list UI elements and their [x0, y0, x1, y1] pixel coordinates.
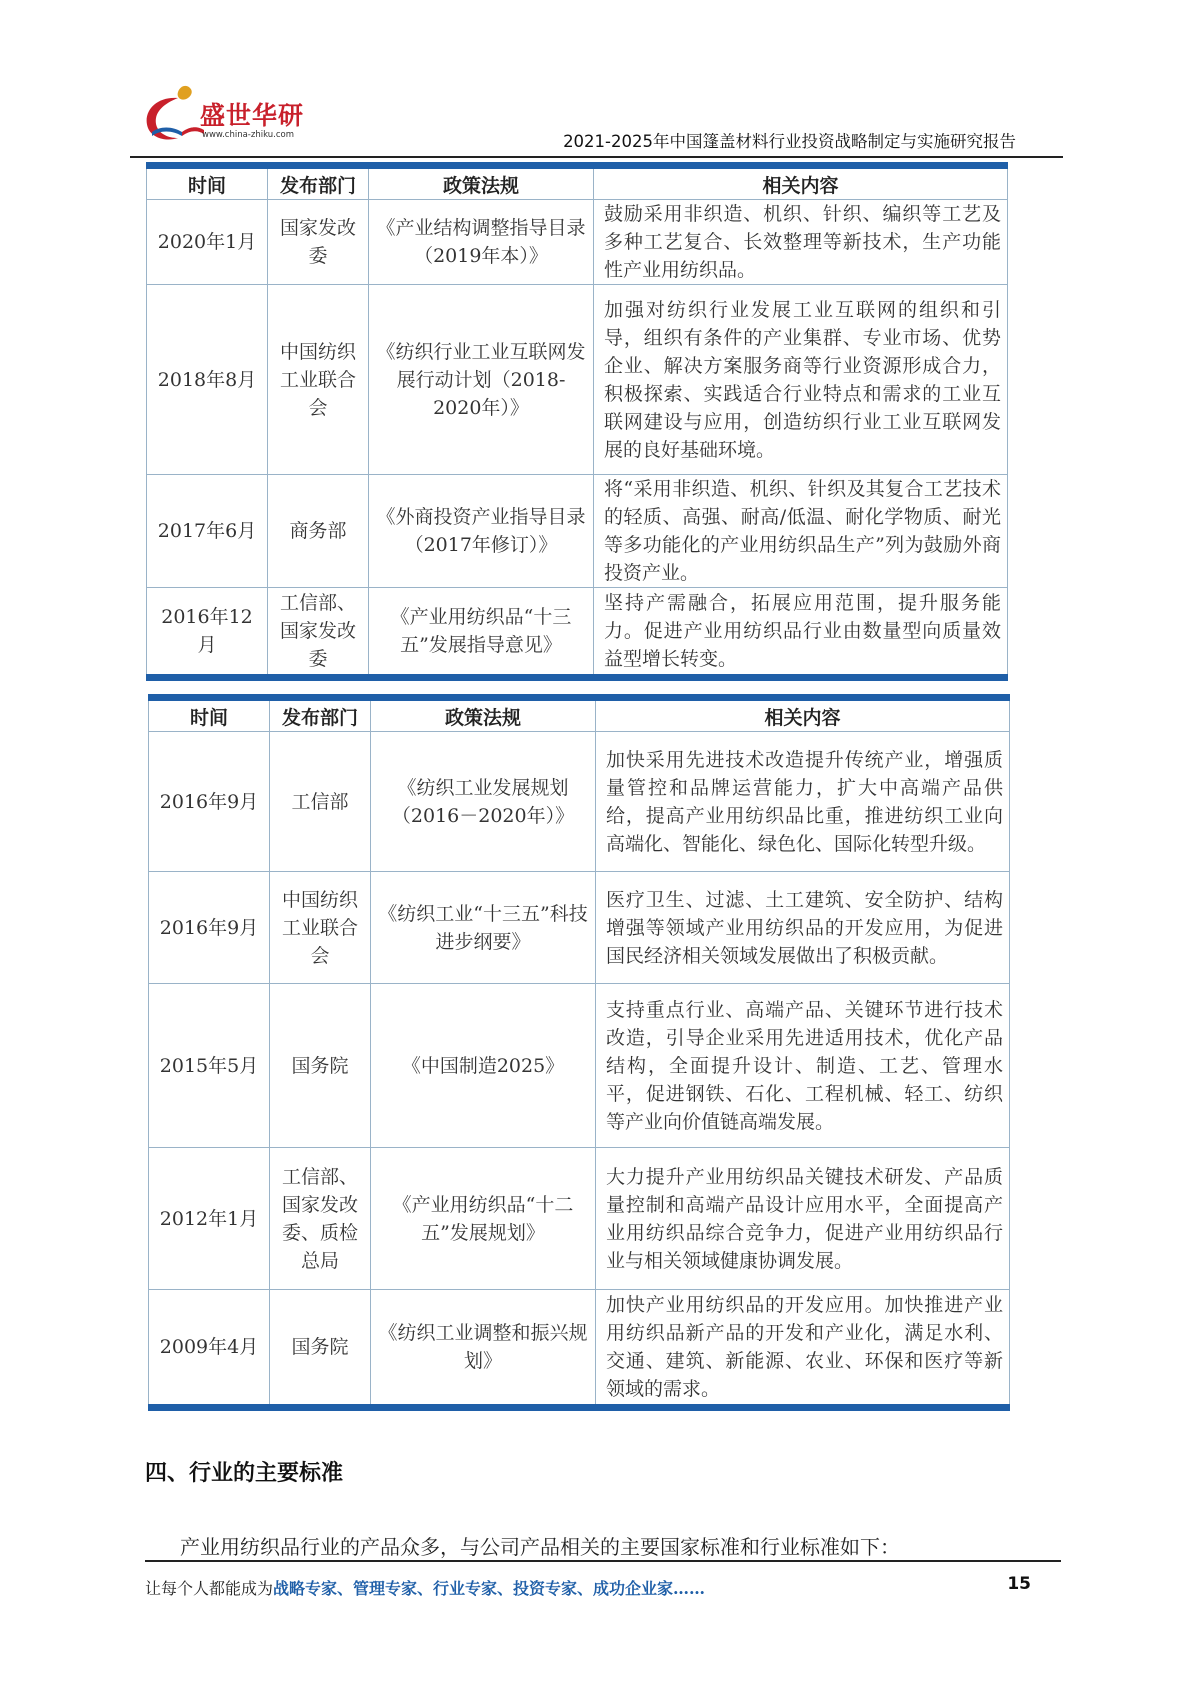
row-time: 2012年1月 — [149, 1148, 270, 1290]
row-content: 大力提升产业用纺织品关键技术研发、产品质量控制和高端产品设计应用水平，全面提高产业用纺织品综合竞争力，促进产业用纺织品行业与相关领域健康协调发展。 — [596, 1148, 1010, 1290]
row-time: 2015年5月 — [149, 984, 270, 1148]
row-time: 2017年6月 — [147, 475, 268, 588]
row-dept: 工信部、国家发改委、质检总局 — [270, 1148, 371, 1290]
row-time: 2016年9月 — [149, 732, 270, 872]
row-content: 加快产业用纺织品的开发应用。加快推进产业用纺织品新产品的开发和产业化，满足水利、交通、建筑、新能源、农业、环保和医疗等新领域的需求。 — [596, 1290, 1010, 1408]
row-policy: 《产业用纺织品“十二五”发展规划》 — [371, 1148, 596, 1290]
footer-slogan — [145, 1576, 705, 1599]
row-policy: 《中国制造2025》 — [371, 984, 596, 1148]
row-content: 医疗卫生、过滤、土工建筑、安全防护、结构增强等领域产业用纺织品的开发应用，为促进国民经济相关领域发展做出了积极贡献。 — [596, 872, 1010, 984]
header-divider — [130, 156, 1063, 158]
row-content: 加快采用先进技术改造提升传统产业，增强质量管控和品牌运营能力，扩大中高端产品供给，提高产业用纺织品比重，推进纺织工业向高端化、智能化、绿色化、国际化转型升级。 — [596, 732, 1010, 872]
table-row — [147, 200, 1008, 285]
row-policy: 《产业结构调整指导目录（2019年本）》 — [369, 200, 594, 285]
page-number: 15 — [1007, 1574, 1031, 1594]
table-row — [149, 1148, 1010, 1290]
logo-name: 盛世华研 — [200, 101, 305, 130]
row-dept: 商务部 — [268, 475, 369, 588]
row-content: 坚持产需融合，拓展应用范围，提升服务能力。促进产业用纺织品行业由数量型向质量效益型增长转变。 — [594, 588, 1008, 678]
section-heading: 四、行业的主要标准 — [145, 1461, 344, 1486]
row-content: 鼓励采用非织造、机织、针织、编织等工艺及多种工艺复合、长效整理等新技术，生产功能性产业用纺织品。 — [594, 200, 1008, 285]
col-time: 时间 — [149, 698, 270, 732]
row-policy: 《纺织工业调整和振兴规划》 — [371, 1290, 596, 1408]
row-time: 2016年12月 — [147, 588, 268, 678]
row-policy: 《纺织工业“十三五”科技进步纲要》 — [371, 872, 596, 984]
footer-slogan-prefix: 让每个人都能成为 — [145, 1579, 274, 1598]
col-policy: 政策法规 — [369, 166, 594, 200]
footer-divider — [145, 1560, 1061, 1562]
table-row — [149, 984, 1010, 1148]
policy-table-2 — [148, 694, 1010, 1411]
section-paragraph: 产业用纺织品行业的产品众多，与公司产品相关的主要国家标准和行业标准如下： — [180, 1535, 900, 1559]
row-dept: 国务院 — [270, 1290, 371, 1408]
row-policy: 《外商投资产业指导目录（2017年修订）》 — [369, 475, 594, 588]
col-dept: 发布部门 — [268, 166, 369, 200]
footer-slogan-highlight: 战略专家、管理专家、行业专家、投资专家、成功企业家…… — [273, 1579, 706, 1598]
table-row — [149, 1290, 1010, 1408]
row-dept: 工信部 — [270, 732, 371, 872]
row-dept: 国家发改委 — [268, 200, 369, 285]
table-row — [147, 475, 1008, 588]
row-time: 2016年9月 — [149, 872, 270, 984]
row-policy: 《纺织行业工业互联网发展行动计划（2018-2020年）》 — [369, 285, 594, 475]
col-dept: 发布部门 — [270, 698, 371, 732]
col-content: 相关内容 — [596, 698, 1010, 732]
table-row — [147, 588, 1008, 678]
row-dept: 国务院 — [270, 984, 371, 1148]
col-time: 时间 — [147, 166, 268, 200]
row-dept: 中国纺织工业联合会 — [270, 872, 371, 984]
policy-table-1 — [146, 162, 1008, 681]
table-header-row — [147, 166, 1008, 200]
row-dept: 中国纺织工业联合会 — [268, 285, 369, 475]
row-time: 2009年4月 — [149, 1290, 270, 1408]
col-policy: 政策法规 — [371, 698, 596, 732]
row-policy: 《纺织工业发展规划（2016－2020年）》 — [371, 732, 596, 872]
report-title: 2021-2025年中国篷盖材料行业投资战略制定与实施研究报告 — [563, 132, 1016, 151]
table-row — [149, 872, 1010, 984]
row-time: 2020年1月 — [147, 200, 268, 285]
row-policy: 《产业用纺织品“十三五”发展指导意见》 — [369, 588, 594, 678]
table-row — [149, 732, 1010, 872]
row-time: 2018年8月 — [147, 285, 268, 475]
row-content: 将“采用非织造、机织、针织及其复合工艺技术的轻质、高强、耐高/低温、耐化学物质、耐光等多功能化的产业用纺织品生产”列为鼓励外商投资产业。 — [594, 475, 1008, 588]
logo-url: www.china-zhiku.com — [202, 130, 294, 140]
table-header-row — [149, 698, 1010, 732]
row-content: 加强对纺织行业发展工业互联网的组织和引导，组织有条件的产业集群、专业市场、优势企业、解决方案服务商等行业资源形成合力，积极探索、实践适合行业特点和需求的工业互联网建设与应用，创造纺织行业工业互联网发展的良好基础环境。 — [594, 285, 1008, 475]
row-dept: 工信部、国家发改委 — [268, 588, 369, 678]
row-content: 支持重点行业、高端产品、关键环节进行技术改造，引导企业采用先进适用技术，优化产品结构，全面提升设计、制造、工艺、管理水平，促进钢铁、石化、工程机械、轻工、纺织等产业向价值链高端发展。 — [596, 984, 1010, 1148]
col-content: 相关内容 — [594, 166, 1008, 200]
table-row — [147, 285, 1008, 475]
